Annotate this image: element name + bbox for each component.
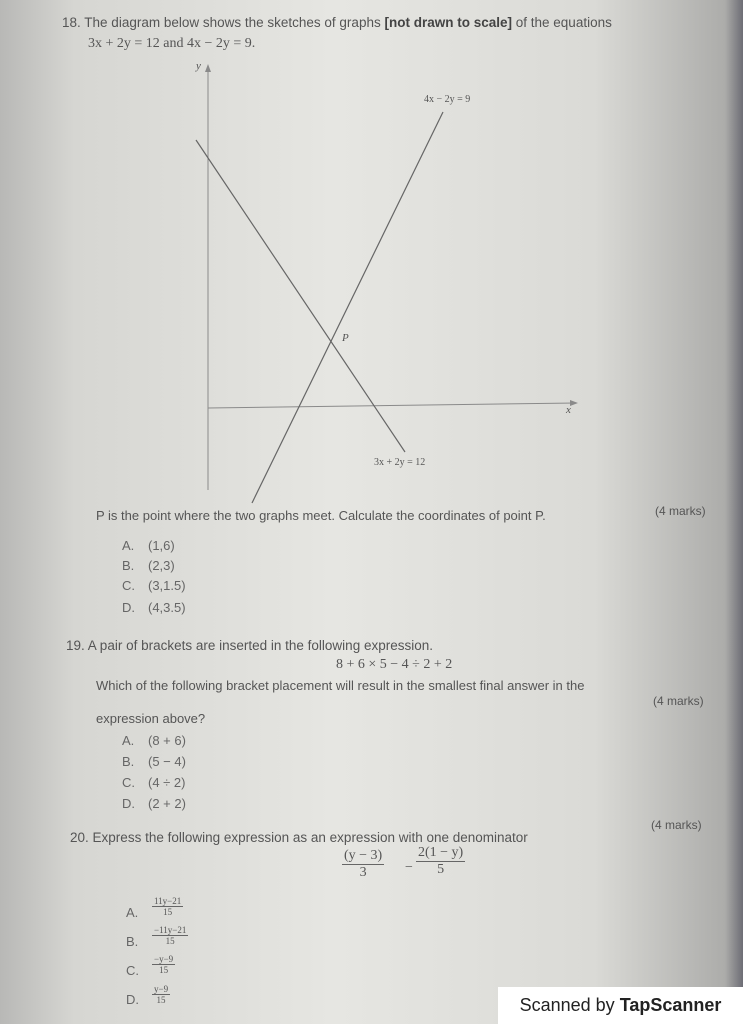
- option-letter: C.: [122, 775, 135, 790]
- q19-expression: 8 + 6 × 5 − 4 ÷ 2 + 2: [336, 657, 453, 672]
- point-p-label: P: [342, 332, 349, 344]
- fraction-denominator: 3: [359, 865, 367, 880]
- q20-expr-right-fraction: [416, 845, 465, 878]
- y-axis-label: y: [196, 60, 201, 72]
- q19-option-d: [122, 796, 186, 811]
- x-axis: [208, 403, 576, 408]
- q18-marks: (4 marks): [655, 504, 706, 518]
- option-letter: B.: [122, 754, 135, 769]
- fraction-numerator: 11y−21: [154, 896, 182, 906]
- fraction-denominator: 15: [159, 965, 169, 975]
- option-letter: D.: [122, 796, 135, 811]
- fraction-numerator: y−9: [154, 984, 169, 994]
- option-text: (4 ÷ 2): [148, 775, 186, 790]
- q20-expr-left-fraction: [342, 848, 384, 881]
- q20-option-a-fraction: [152, 896, 183, 917]
- q19-line3: expression above?: [96, 711, 206, 726]
- fraction-numerator: (y − 3): [344, 848, 383, 863]
- q18-equations: 3x + 2y = 12 and 4x − 2y = 9.: [88, 36, 256, 51]
- q20-option-d-letter: D.: [126, 992, 139, 1007]
- q20-option-b-fraction: [152, 925, 188, 946]
- fraction-denominator: 5: [437, 862, 445, 877]
- option-text: (5 − 4): [148, 754, 186, 769]
- q20-option-c-fraction: [152, 954, 175, 975]
- y-axis-arrow: [205, 64, 211, 72]
- q19-line1: [66, 638, 433, 653]
- x-axis-label: x: [566, 404, 571, 416]
- q18-number: 18.: [62, 15, 81, 30]
- option-text: (3,1.5): [148, 578, 186, 593]
- q18-option-a: [122, 538, 175, 553]
- option-letter: A.: [122, 733, 135, 748]
- watermark-brand: TapScanner: [619, 995, 722, 1015]
- q18-text-c: of the equations: [515, 15, 612, 30]
- option-letter: A.: [122, 538, 135, 553]
- fraction-denominator: 15: [165, 936, 175, 946]
- option-text: (1,6): [148, 538, 175, 553]
- option-letter: D.: [122, 600, 135, 615]
- line-4x-2y-9: [252, 112, 443, 503]
- fraction-denominator: 15: [163, 907, 173, 917]
- q20-option-a-letter: A.: [126, 905, 139, 920]
- q19-number: 19.: [66, 638, 85, 653]
- q20-line1: [70, 830, 528, 845]
- q18-option-d: [122, 600, 186, 615]
- q19-line2: Which of the following bracket placement will result in the smallest final answer in the: [96, 678, 585, 693]
- option-text: (8 + 6): [148, 733, 186, 748]
- option-text: (2,3): [148, 558, 175, 573]
- q20-number: 20.: [70, 830, 89, 845]
- line-label-3x-2y-12: 3x + 2y = 12: [374, 457, 426, 468]
- q18-prompt: P is the point where the two graphs meet. Calculate the coordinates of point P.: [96, 508, 546, 523]
- x-axis-arrow: [570, 400, 578, 406]
- q18-text-a: The diagram below shows the sketches of graphs: [84, 15, 381, 30]
- q18-option-c: [122, 578, 186, 593]
- line-3x-2y-12: [196, 140, 405, 452]
- scanner-watermark: [498, 987, 743, 1024]
- q19-marks: (4 marks): [653, 694, 704, 708]
- option-letter: B.: [122, 558, 135, 573]
- q19-option-c: [122, 775, 185, 790]
- q18-option-b: [122, 558, 175, 573]
- option-text: (2 + 2): [148, 796, 186, 811]
- q20-option-b-letter: B.: [126, 934, 139, 949]
- fraction-denominator: 15: [156, 995, 166, 1005]
- q20-text: Express the following expression as an expression with one denominator: [92, 830, 528, 845]
- option-text: (4,3.5): [148, 600, 186, 615]
- q19-option-b: [122, 754, 186, 769]
- q19-option-a: [122, 733, 186, 748]
- q19-text: A pair of brackets are inserted in the following expression.: [87, 638, 433, 653]
- fraction-numerator: −y−9: [154, 954, 174, 964]
- q20-marks: (4 marks): [651, 818, 702, 832]
- q20-expr-minus: −: [405, 860, 413, 875]
- q18-not-to-scale: [not drawn to scale]: [384, 15, 512, 30]
- q20-option-d-fraction: [152, 984, 170, 1005]
- watermark-prefix: Scanned by: [519, 995, 620, 1015]
- option-letter: C.: [122, 578, 135, 593]
- fraction-numerator: −11y−21: [154, 925, 187, 935]
- fraction-numerator: 2(1 − y): [418, 845, 464, 860]
- q20-option-c-letter: C.: [126, 963, 139, 978]
- line-label-4x-2y-9: 4x − 2y = 9: [424, 94, 471, 105]
